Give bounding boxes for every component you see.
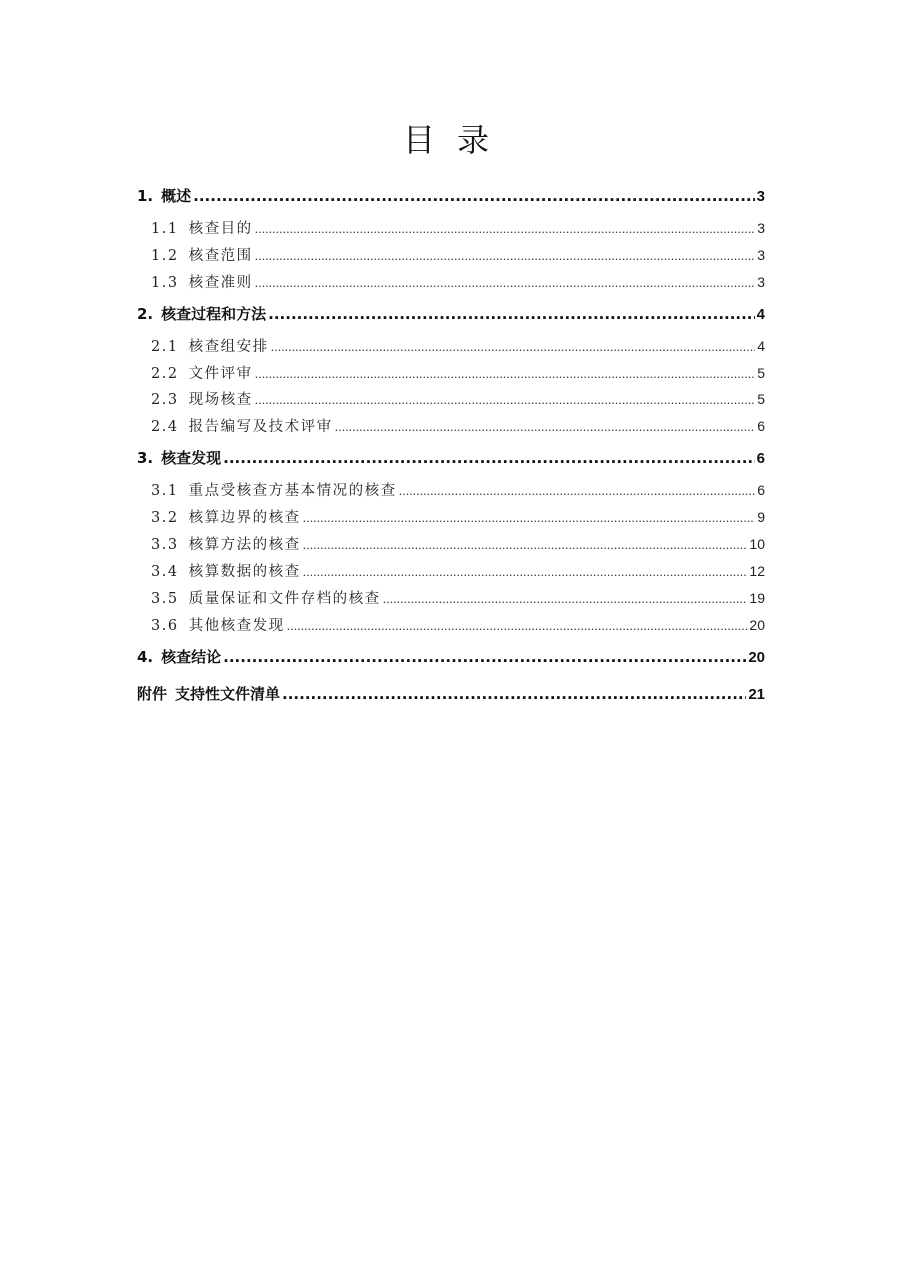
dot-leader [399,479,756,505]
toc-entry-text: 核算边界的核查 [188,510,301,527]
toc-entry-3-2[interactable] [137,504,765,531]
toc-entry-3-6[interactable] [137,612,765,639]
toc-entry-number: 3.1 [151,483,179,500]
toc-entry-page: 5 [757,364,765,381]
toc-entry-page: 3 [757,273,765,290]
toc-entry-number: 1.3 [151,274,179,291]
toc-entry-1[interactable] [137,178,765,215]
toc-entry-number: 1.1 [151,221,179,237]
dot-leader [255,244,756,270]
toc-entry-page: 12 [749,562,765,579]
toc-entry-3-4[interactable] [137,558,765,585]
toc-entry-1-2[interactable] [137,242,765,269]
toc-entry-page: 4 [757,337,765,354]
toc-entry-number: 3.3 [151,537,179,554]
toc-entry-number: 3.4 [151,563,179,580]
toc-entry-number: 3.6 [151,617,179,634]
toc-entry-text: 核查过程和方法 [161,304,267,323]
toc-entry-text: 其他核查发现 [188,617,285,634]
toc-entry-text: 概述 [161,187,192,205]
dot-leader [303,533,748,559]
toc-entry-number: 附件 [137,684,168,703]
toc-entry-3-5[interactable] [137,585,765,612]
toc-entry-number: 2.2 [151,365,179,382]
toc-entry-text: 核查目的 [188,221,253,237]
toc-entry-text: 核查准则 [188,274,253,291]
toc-entry-text: 核查范围 [188,247,253,264]
toc-entry-3-1[interactable] [137,477,765,504]
toc-entry-page: 3 [757,246,765,263]
toc-entry-page: 4 [756,305,765,323]
toc-entry-page: 20 [749,616,765,633]
toc-entry-number: 3.5 [151,590,179,607]
toc-entry-text: 核查组安排 [188,338,269,355]
toc-entry-text: 核算方法的核查 [188,537,301,554]
toc-entry-text: 质量保证和文件存档的核查 [188,590,381,607]
dot-leader [287,614,748,640]
toc-entry-text: 核查结论 [161,647,222,666]
toc-entry-4[interactable] [137,639,765,676]
toc-title: 目录 [402,121,511,159]
dot-leader [223,639,746,675]
toc-entry-page: 10 [749,536,765,553]
toc-entry-page: 5 [757,391,765,408]
dot-leader [282,676,746,712]
dot-leader [255,271,756,297]
toc-entry-page: 9 [757,509,765,526]
toc-entry-number: 3. [137,449,154,468]
toc-entry-number: 1.2 [151,247,179,264]
dot-leader [383,587,748,613]
toc-entry-page: 3 [756,188,765,205]
toc-entry-2-3[interactable] [137,386,765,413]
toc-entry-page: 6 [757,482,765,499]
toc-entry-2-2[interactable] [137,360,765,387]
toc-entry-2-1[interactable] [137,333,765,360]
table-of-contents [137,178,765,713]
toc-entry-text: 文件评审 [188,365,253,382]
toc-entry-number: 2.4 [151,419,179,436]
toc-entry-3-3[interactable] [137,531,765,558]
toc-entry-appendix[interactable] [137,676,765,713]
dot-leader [255,388,756,414]
toc-entry-2[interactable] [137,296,765,333]
toc-entry-text: 核查发现 [161,449,222,468]
toc-entry-page: 19 [749,589,765,606]
toc-entry-1-1[interactable] [137,215,765,242]
toc-entry-page: 6 [757,418,765,435]
toc-entry-3[interactable] [137,440,765,477]
dot-leader [223,440,755,476]
toc-entry-text: 报告编写及技术评审 [188,419,333,436]
toc-entry-page: 6 [756,450,765,468]
dot-leader [193,178,755,214]
toc-entry-number: 2.1 [151,338,179,355]
toc-entry-text: 支持性文件清单 [175,684,281,703]
toc-entry-2-4[interactable] [137,413,765,440]
toc-entry-text: 核算数据的核查 [188,563,301,580]
toc-entry-page: 3 [757,220,765,236]
toc-entry-number: 3.2 [151,510,179,527]
dot-leader [335,415,756,441]
toc-entry-number: 2. [137,304,154,323]
toc-entry-number: 1. [137,187,154,205]
dot-leader [271,335,756,361]
toc-entry-number: 2.3 [151,392,179,409]
dot-leader [303,506,756,532]
toc-entry-text: 现场核查 [188,392,253,409]
toc-entry-1-3[interactable] [137,269,765,296]
dot-leader [303,560,748,586]
dot-leader [268,296,755,332]
toc-entry-text: 重点受核查方基本情况的核查 [188,483,397,500]
toc-entry-number: 4. [137,647,154,666]
toc-entry-page: 21 [748,685,765,703]
toc-entry-page: 20 [748,648,765,666]
dot-leader [255,217,756,243]
dot-leader [255,362,756,388]
